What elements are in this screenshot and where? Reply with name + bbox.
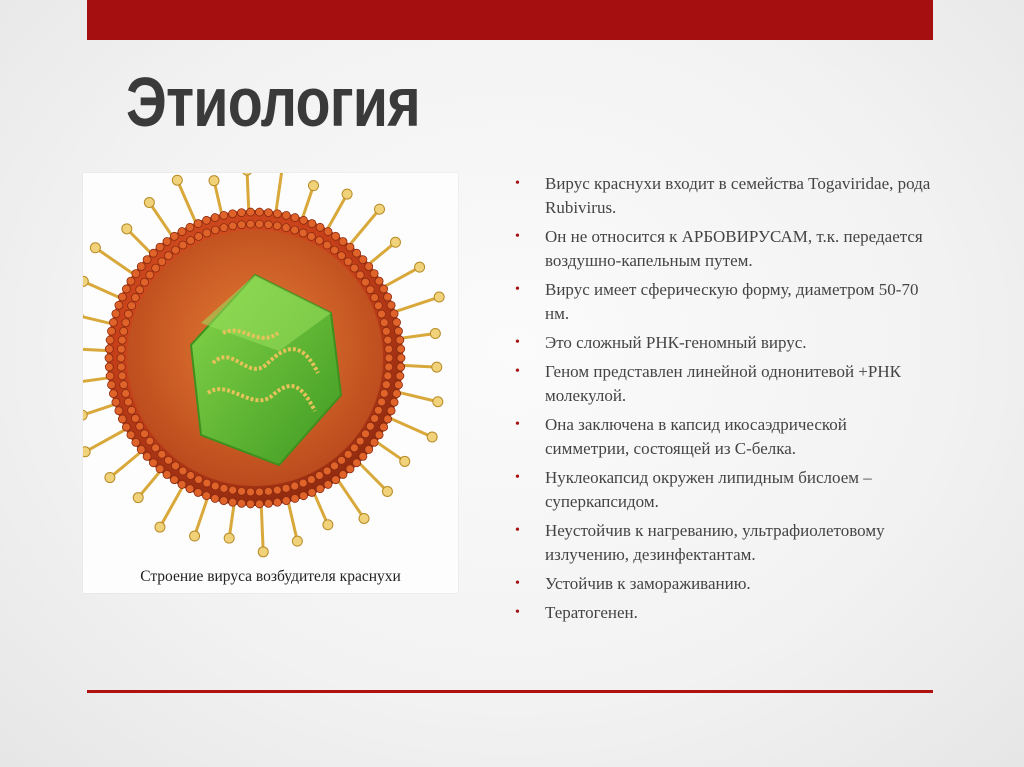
lipid-head (118, 415, 126, 423)
lipid-head (143, 452, 151, 460)
lipid-head (195, 232, 203, 240)
bullet-marker: • (515, 576, 520, 591)
lipid-head (158, 258, 166, 266)
lipid-head (344, 450, 352, 458)
lipid-head (172, 246, 180, 254)
lipid-head (323, 241, 331, 249)
lipid-head (136, 422, 144, 430)
spike-knob (434, 292, 444, 302)
lipid-head (380, 285, 388, 293)
lipid-head (316, 223, 324, 231)
lipid-head (378, 310, 386, 318)
spike-knob (433, 397, 443, 407)
lipid-head (385, 345, 393, 353)
lipid-head (255, 220, 263, 228)
lipid-head (396, 336, 404, 344)
lipid-head (109, 390, 117, 398)
lipid-head (120, 381, 128, 389)
lipid-head (384, 372, 392, 380)
lipid-head (122, 285, 130, 293)
lipid-head (346, 243, 354, 251)
lipid-head (163, 471, 171, 479)
virus-figure (83, 173, 458, 593)
lipid-head (229, 498, 237, 506)
lipid-head (365, 262, 373, 270)
lipid-head (384, 415, 392, 423)
lipid-head (131, 294, 139, 302)
bullet-text: Тератогенен. (545, 603, 638, 622)
lipid-head (112, 398, 120, 406)
bullet-item (515, 225, 935, 273)
bullet-text: Вирус краснухи входит в семейства Togaviridae, рода Rubivirus. (545, 174, 931, 217)
lipid-head (220, 224, 228, 232)
lipid-head (370, 270, 378, 278)
bullet-marker: • (515, 605, 520, 620)
lipid-head (365, 446, 373, 454)
bullet-marker: • (515, 364, 520, 379)
lipid-head (137, 262, 145, 270)
spike-knob (242, 173, 252, 175)
lipid-head (385, 354, 393, 362)
lipid-head (178, 228, 186, 236)
lipid-head (390, 310, 398, 318)
lipid-head (371, 414, 379, 422)
lipid-head (393, 390, 401, 398)
lipid-head (122, 389, 130, 397)
lipid-head (332, 476, 340, 484)
rubella-virus-illustration (83, 173, 458, 568)
lipid-head (395, 381, 403, 389)
lipid-head (299, 479, 307, 487)
bullet-item (515, 413, 935, 461)
lipid-head (339, 237, 347, 245)
bullet-list (515, 172, 935, 630)
lipid-head (143, 256, 151, 264)
lipid-head (149, 459, 157, 467)
lipid-head (384, 336, 392, 344)
spike-knob (83, 276, 88, 286)
bullet-text: Геном представлен линейной однонитевой +РНК молекулой. (545, 362, 901, 405)
lipid-head (187, 236, 195, 244)
lipid-head (307, 232, 315, 240)
lipid-head (211, 482, 219, 490)
spike-knob (308, 181, 318, 191)
lipid-head (141, 430, 149, 438)
lipid-head (375, 277, 383, 285)
lipid-head (117, 363, 125, 371)
lipid-head (380, 423, 388, 431)
lipid-head (105, 363, 113, 371)
lipid-head (291, 226, 299, 234)
lipid-head (152, 264, 160, 272)
lipid-head (273, 210, 281, 218)
lipid-head (339, 471, 347, 479)
lipid-head (382, 327, 390, 335)
bottom-accent-line (87, 690, 933, 693)
lipid-head (299, 229, 307, 237)
lipid-head (115, 301, 123, 309)
lipid-head (291, 214, 299, 222)
bullet-marker: • (515, 335, 520, 350)
lipid-head (211, 226, 219, 234)
lipid-head (152, 444, 160, 452)
lipid-head (255, 488, 263, 496)
lipid-head (146, 271, 154, 279)
lipid-head (137, 446, 145, 454)
lipid-head (255, 208, 263, 216)
lipid-head (202, 492, 210, 500)
lipid-head (187, 472, 195, 480)
lipid-head (396, 372, 404, 380)
lipid-head (371, 294, 379, 302)
lipid-head (273, 486, 281, 494)
lipid-head (387, 407, 395, 415)
lipid-head (273, 498, 281, 506)
bullet-text: Неустойчив к нагреванию, ультрафиолетовому излучению, дезинфектантам. (545, 521, 885, 564)
lipid-head (247, 500, 255, 508)
lipid-head (264, 209, 272, 217)
lipid-head (238, 499, 246, 507)
lipid-head (332, 232, 340, 240)
lipid-head (107, 381, 115, 389)
spike-knob (144, 197, 154, 207)
spike-knob (430, 329, 440, 339)
lipid-head (264, 499, 272, 507)
lipid-head (164, 252, 172, 260)
slide-title: Этиология (126, 63, 420, 141)
lipid-head (366, 286, 374, 294)
top-accent-bar (87, 0, 933, 40)
lipid-head (380, 319, 388, 327)
lipid-head (229, 222, 237, 230)
spike-knob (432, 362, 442, 372)
lipid-head (132, 438, 140, 446)
lipid-head (194, 488, 202, 496)
spike-knob (323, 520, 333, 530)
lipid-head (195, 476, 203, 484)
lipid-head (122, 423, 130, 431)
bullet-item (515, 572, 935, 596)
lipid-head (282, 497, 290, 505)
lipid-head (117, 345, 125, 353)
bullet-marker: • (515, 176, 520, 191)
lipid-head (124, 398, 132, 406)
spike-knob (390, 237, 400, 247)
lipid-head (149, 249, 157, 257)
spike-knob (83, 410, 87, 420)
lipid-head (106, 372, 114, 380)
spike-knob (415, 262, 425, 272)
spike-knob (122, 224, 132, 234)
lipid-head (397, 363, 405, 371)
lipid-head (128, 302, 136, 310)
spike-knob (209, 176, 219, 186)
spike-knob (155, 522, 165, 532)
lipid-head (124, 310, 132, 318)
lipid-head (117, 354, 125, 362)
lipid-head (356, 437, 364, 445)
lipid-head (397, 354, 405, 362)
bullet-text: Устойчив к замораживанию. (545, 574, 751, 593)
lipid-head (375, 431, 383, 439)
lipid-head (128, 406, 136, 414)
spike-knob (172, 175, 182, 185)
lipid-head (178, 480, 186, 488)
lipid-head (247, 208, 255, 216)
lipid-head (323, 467, 331, 475)
lipid-head (264, 487, 272, 495)
bullet-text: Она заключена в капсид икосаэдрической симметрии, состоящей из С-белка. (545, 415, 847, 458)
lipid-head (397, 345, 405, 353)
lipid-head (382, 381, 390, 389)
spike-knob (105, 473, 115, 483)
bullet-marker: • (515, 282, 520, 297)
lipid-head (366, 422, 374, 430)
lipid-head (324, 480, 332, 488)
lipid-head (291, 494, 299, 502)
lipid-head (315, 236, 323, 244)
lipid-head (170, 476, 178, 484)
lipid-head (122, 319, 130, 327)
lipid-head (120, 327, 128, 335)
lipid-head (393, 318, 401, 326)
lipid-head (282, 211, 290, 219)
bullet-item (515, 172, 935, 220)
lipid-head (127, 431, 135, 439)
lipid-head (131, 414, 139, 422)
lipid-head (361, 430, 369, 438)
lipid-head (164, 456, 172, 464)
lipid-head (385, 363, 393, 371)
spike-knob (359, 513, 369, 523)
lipid-head (291, 482, 299, 490)
lipid-head (179, 467, 187, 475)
bullet-text: Это сложный РНК-геномный вирус. (545, 333, 807, 352)
spike-knob (83, 447, 90, 457)
lipid-head (186, 223, 194, 231)
lipid-head (202, 216, 210, 224)
figure-caption: Строение вируса возбудителя краснухи (140, 568, 401, 585)
spike-knob (190, 531, 200, 541)
bullet-text: Он не относится к АРБОВИРУСАМ, т.к. передается воздушно-капельным путем. (545, 227, 923, 270)
lipid-head (330, 462, 338, 470)
lipid-head (264, 221, 272, 229)
lipid-head (203, 229, 211, 237)
bullet-item (515, 466, 935, 514)
lipid-head (308, 488, 316, 496)
lipid-head (330, 246, 338, 254)
lipid-head (156, 465, 164, 473)
lipid-head (172, 462, 180, 470)
lipid-head (384, 293, 392, 301)
lipid-head (132, 270, 140, 278)
lipid-head (105, 354, 113, 362)
lipid-head (220, 497, 228, 505)
lipid-head (107, 327, 115, 335)
bullet-item (515, 360, 935, 408)
lipid-head (106, 336, 114, 344)
lipid-head (344, 258, 352, 266)
lipid-head (282, 484, 290, 492)
lipid-head (387, 301, 395, 309)
bullet-marker: • (515, 229, 520, 244)
lipid-head (350, 264, 358, 272)
lipid-head (220, 211, 228, 219)
bullet-marker: • (515, 470, 520, 485)
bullet-item (515, 331, 935, 355)
spike-knob (400, 456, 410, 466)
lipid-head (359, 256, 367, 264)
lipid-head (300, 216, 308, 224)
lipid-head (112, 310, 120, 318)
bullet-marker: • (515, 523, 520, 538)
lipid-head (346, 465, 354, 473)
lipid-head (374, 302, 382, 310)
lipid-head (238, 209, 246, 217)
lipid-head (179, 241, 187, 249)
lipid-head (158, 450, 166, 458)
lipid-head (118, 293, 126, 301)
lipid-head (115, 407, 123, 415)
lipid-head (156, 243, 164, 251)
lipid-head (338, 456, 346, 464)
lipid-head (194, 220, 202, 228)
lipid-head (374, 406, 382, 414)
lipid-head (163, 237, 171, 245)
lipid-head (186, 485, 194, 493)
lipid-head (211, 214, 219, 222)
spike-knob (133, 493, 143, 503)
lipid-head (273, 222, 281, 230)
lipid-head (380, 389, 388, 397)
lipid-head (127, 277, 135, 285)
lipid-head (229, 486, 237, 494)
bullet-item (515, 601, 935, 625)
lipid-head (395, 327, 403, 335)
lipid-head (211, 494, 219, 502)
lipid-head (238, 221, 246, 229)
lipid-head (361, 278, 369, 286)
spike-knob (382, 486, 392, 496)
lipid-head (238, 487, 246, 495)
lipid-head (118, 372, 126, 380)
spike-knob (224, 533, 234, 543)
spike-knob (90, 243, 100, 253)
bullet-text: Вирус имеет сферическую форму, диаметром 50-70 нм. (545, 280, 919, 323)
bullet-marker: • (515, 417, 520, 432)
lipid-head (338, 252, 346, 260)
lipid-head (378, 398, 386, 406)
lipid-head (316, 485, 324, 493)
lipid-head (247, 488, 255, 496)
lipid-head (315, 472, 323, 480)
lipid-head (356, 271, 364, 279)
lipid-head (220, 484, 228, 492)
lipid-head (370, 438, 378, 446)
lipid-head (229, 210, 237, 218)
lipid-head (324, 228, 332, 236)
lipid-head (300, 492, 308, 500)
lipid-head (203, 479, 211, 487)
lipid-head (390, 398, 398, 406)
lipid-head (307, 476, 315, 484)
spike-knob (427, 432, 437, 442)
spike-knob (375, 204, 385, 214)
spike-knob (292, 536, 302, 546)
bullet-item (515, 519, 935, 567)
lipid-head (118, 336, 126, 344)
spike-knob (258, 547, 268, 557)
spike-knob (342, 189, 352, 199)
lipid-head (359, 452, 367, 460)
lipid-head (105, 345, 113, 353)
lipid-head (350, 444, 358, 452)
lipid-head (255, 500, 263, 508)
lipid-head (308, 220, 316, 228)
lipid-head (109, 318, 117, 326)
lipid-head (247, 220, 255, 228)
lipid-head (353, 459, 361, 467)
lipid-head (136, 286, 144, 294)
lipid-head (353, 249, 361, 257)
lipid-head (146, 437, 154, 445)
bullet-item (515, 278, 935, 326)
lipid-head (282, 224, 290, 232)
lipid-head (141, 278, 149, 286)
bullet-text: Нуклеокапсид окружен липидным бислоем – суперкапсидом. (545, 468, 872, 511)
lipid-head (170, 232, 178, 240)
